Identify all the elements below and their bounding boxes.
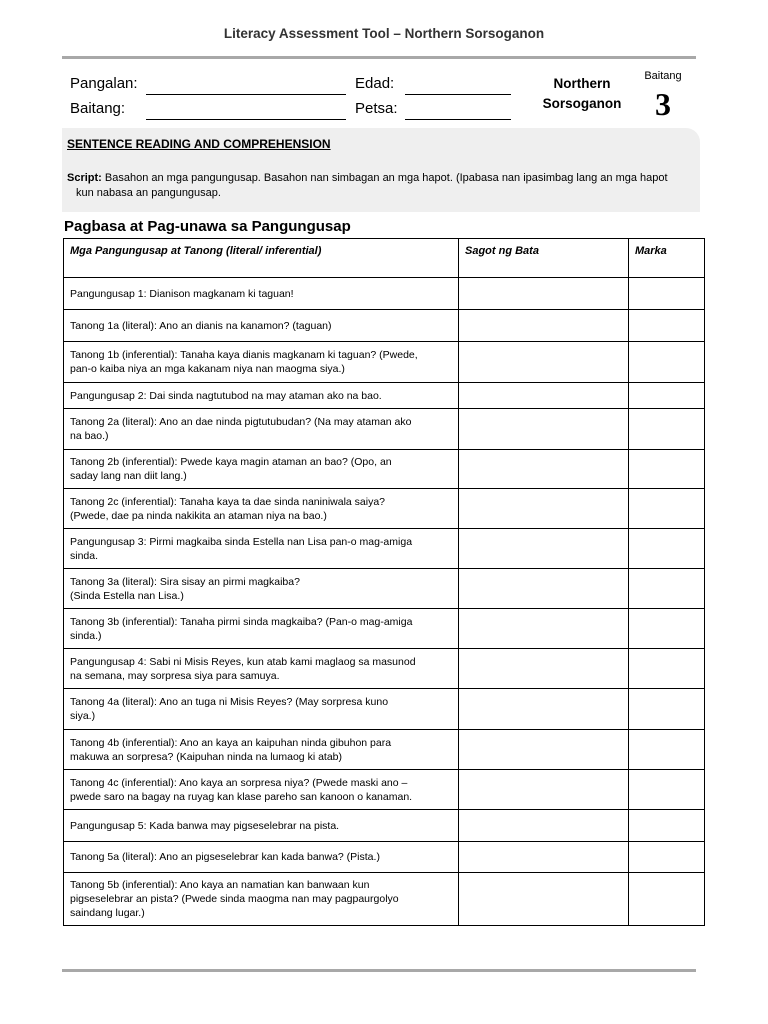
date-label: Petsa: (355, 100, 398, 117)
table-row (64, 569, 705, 609)
table-row (64, 450, 705, 489)
score-cell[interactable] (629, 730, 705, 770)
score-cell[interactable] (629, 383, 705, 409)
age-field[interactable] (405, 94, 511, 95)
answer-cell[interactable] (459, 569, 629, 609)
score-cell[interactable] (629, 873, 705, 926)
table-row (64, 342, 705, 383)
score-cell[interactable] (629, 310, 705, 342)
grade-label: Baitang: (70, 100, 126, 117)
answer-cell[interactable] (459, 689, 629, 730)
question-cell: Tanong 1a (literal): Ano an dianis na kanamon? (taguan) (64, 310, 459, 342)
question-cell: Pangungusap 4: Sabi ni Misis Reyes, kun atab kami maglaog sa masunod na semana, may sorpresa siya para samuya. (64, 649, 459, 689)
answer-cell[interactable] (459, 409, 629, 450)
question-cell: Tanong 3b (inferential): Tanaha pirmi sinda magkaiba? (Pan-o mag-amiga sinda.) (64, 609, 459, 649)
score-cell[interactable] (629, 689, 705, 730)
question-cell: Tanong 5a (literal): Ano an pigseselebrar kan kada banwa? (Pista.) (64, 842, 459, 873)
score-cell[interactable] (629, 649, 705, 689)
table-row (64, 873, 705, 926)
name-label: Pangalan: (70, 75, 138, 92)
table-row (64, 842, 705, 873)
region-line-1: Northern (553, 76, 611, 91)
score-cell[interactable] (629, 342, 705, 383)
score-cell[interactable] (629, 489, 705, 529)
question-cell: Tanong 2c (inferential): Tanaha kaya ta dae sinda naniniwala saiya? (Pwede, dae pa ninda nakikita an ataman niya na bao.) (64, 489, 459, 529)
table-row (64, 689, 705, 730)
answer-cell[interactable] (459, 730, 629, 770)
age-label: Edad: (355, 75, 395, 92)
answer-cell[interactable] (459, 770, 629, 810)
answer-cell[interactable] (459, 489, 629, 529)
score-cell[interactable] (629, 409, 705, 450)
question-cell: Pangungusap 1: Dianison magkanam ki taguan! (64, 278, 459, 310)
table-row (64, 649, 705, 689)
question-cell: Pangungusap 3: Pirmi magkaiba sinda Estella nan Lisa pan-o mag-amiga sinda. (64, 529, 459, 569)
grade-field[interactable] (146, 119, 346, 120)
grade-badge-number: 3 (655, 86, 671, 122)
region-name (537, 74, 627, 114)
answer-cell[interactable] (459, 310, 629, 342)
answer-cell[interactable] (459, 649, 629, 689)
assessment-table (63, 238, 705, 926)
date-field[interactable] (405, 119, 511, 120)
question-cell: Tanong 5b (inferential): Ano kaya an namatian kan banwaan kun pigseselebrar an pista? (Pwede sinda maogma nan may pagpaurgolyo saindang lugar.) (64, 873, 459, 926)
score-cell[interactable] (629, 609, 705, 649)
score-cell[interactable] (629, 810, 705, 842)
footer-rule (62, 969, 696, 972)
question-cell: Tanong 4b (inferential): Ano an kaya an kaipuhan ninda gibuhon para makuwa an sorpresa? (Kaipuhan ninda na lumaog ki atab) (64, 730, 459, 770)
table-row (64, 529, 705, 569)
answer-cell[interactable] (459, 278, 629, 310)
answer-cell[interactable] (459, 383, 629, 409)
answer-cell[interactable] (459, 873, 629, 926)
name-field[interactable] (146, 94, 346, 95)
table-row (64, 609, 705, 649)
score-cell[interactable] (629, 569, 705, 609)
question-cell: Pangungusap 2: Dai sinda nagtutubod na may ataman ako na bao. (64, 383, 459, 409)
script-text (67, 171, 687, 201)
script-label: Script: (67, 172, 102, 184)
table-row (64, 278, 705, 310)
grade-badge-label: Baitang (644, 70, 682, 82)
table-row (64, 730, 705, 770)
table-row (64, 489, 705, 529)
question-cell: Tanong 2b (inferential): Pwede kaya magin ataman an bao? (Opo, an saday lang nan diit lang.) (64, 450, 459, 489)
script-box (62, 128, 700, 212)
page-title: Literacy Assessment Tool – Northern Sorsoganon (223, 26, 545, 41)
header-rule (62, 56, 696, 59)
answer-cell[interactable] (459, 342, 629, 383)
question-cell: Tanong 4c (inferential): Ano kaya an sorpresa niya? (Pwede maski ano – pwede saro na bagay na ruyag kan klase pareho san kanoon o kanaman. (64, 770, 459, 810)
table-header-row (64, 239, 705, 278)
table-row (64, 409, 705, 450)
score-cell[interactable] (629, 529, 705, 569)
question-cell: Pangungusap 5: Kada banwa may pigseselebrar na pista. (64, 810, 459, 842)
region-line-2: Sorsoganon (542, 96, 622, 111)
script-line-1: Basahon an mga pangungusap. Basahon nan simbagan an mga hapot. (Ipabasa nan ipasimbag lang an mga hapot (104, 172, 668, 184)
section-heading: SENTENCE READING AND COMPREHENSION (67, 137, 331, 151)
score-cell[interactable] (629, 842, 705, 873)
question-cell: Tanong 3a (literal): Sira sisay an pirmi magkaiba? (Sinda Estella nan Lisa.) (64, 569, 459, 609)
table-row (64, 810, 705, 842)
answer-cell[interactable] (459, 450, 629, 489)
column-header-questions: Mga Pangungusap at Tanong (literal/ inferential) (64, 239, 459, 278)
question-cell: Tanong 2a (literal): Ano an dae ninda pigtutubudan? (Na may ataman ako na bao.) (64, 409, 459, 450)
column-header-answer: Sagot ng Bata (459, 239, 629, 278)
score-cell[interactable] (629, 450, 705, 489)
table-row (64, 310, 705, 342)
script-line-2: kun nabasa an pangungusap. (76, 187, 221, 199)
score-cell[interactable] (629, 770, 705, 810)
table-row (64, 770, 705, 810)
score-cell[interactable] (629, 278, 705, 310)
answer-cell[interactable] (459, 842, 629, 873)
table-row (64, 383, 705, 409)
answer-cell[interactable] (459, 810, 629, 842)
question-cell: Tanong 4a (literal): Ano an tuga ni Misis Reyes? (May sorpresa kuno siya.) (64, 689, 459, 730)
answer-cell[interactable] (459, 529, 629, 569)
answer-cell[interactable] (459, 609, 629, 649)
question-cell: Tanong 1b (inferential): Tanaha kaya dianis magkanam ki taguan? (Pwede, pan-o kaiba niya an mga kakanam niya nan maogma siya.) (64, 342, 459, 383)
column-header-score: Marka (629, 239, 705, 278)
table-heading: Pagbasa at Pag-unawa sa Pangungusap (64, 218, 351, 235)
